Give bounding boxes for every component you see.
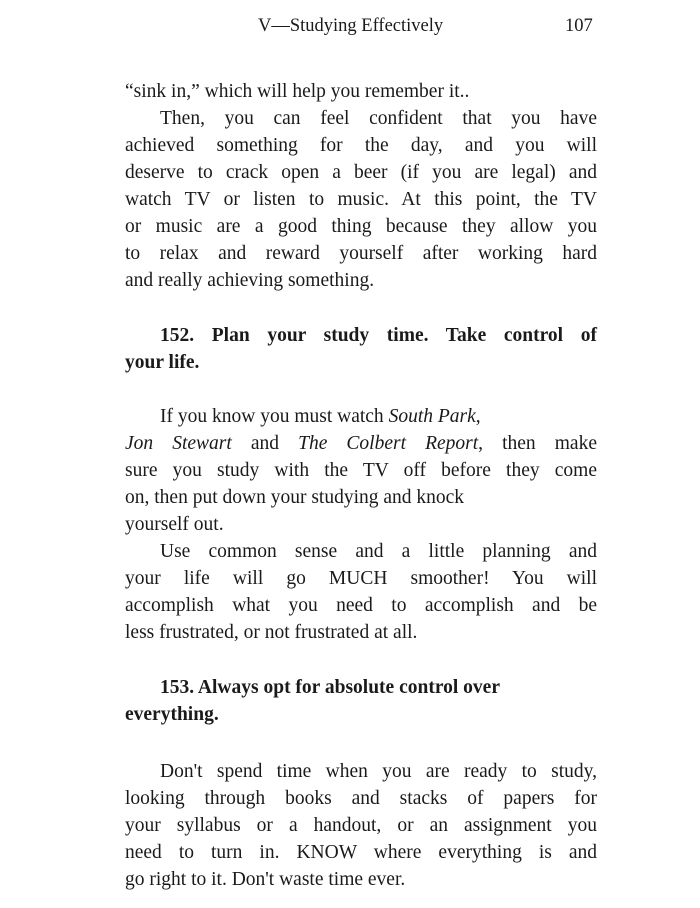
text-segment: on, then put down your studying and knock	[125, 487, 465, 508]
italic-title: South Park	[388, 406, 476, 427]
running-header: V—Studying Effectively	[258, 16, 444, 36]
text-line	[125, 459, 597, 483]
text-line	[125, 215, 597, 239]
text-segment: Don't spend time when you are ready to study,	[160, 761, 597, 782]
text-segment: Use common sense and a little planning and	[160, 541, 597, 562]
text-segment: everything.	[125, 704, 219, 725]
page-number: 107	[565, 16, 593, 36]
text-line	[125, 269, 597, 293]
text-line	[125, 80, 597, 104]
text-segment: ,	[475, 406, 481, 427]
text-line	[125, 188, 597, 212]
text-segment: , then make	[478, 433, 597, 454]
text-segment: “sink in,” which will help you remember it..	[125, 81, 470, 102]
text-segment: your life will go MUCH smoother! You will	[125, 568, 597, 589]
text-segment: achieved something for the day, and you will	[125, 135, 597, 156]
text-line	[125, 486, 597, 510]
text-segment: your syllabus or a handout, or an assignment you	[125, 815, 597, 836]
section-heading-line	[160, 676, 597, 700]
text-line	[125, 134, 597, 158]
text-segment: accomplish what you need to accomplish and be	[125, 595, 597, 616]
text-line	[125, 161, 597, 185]
text-segment: your life.	[125, 352, 200, 373]
text-segment: 153. Always opt for absolute control over	[160, 677, 500, 698]
text-segment: sure you study with the TV off before they come	[125, 460, 597, 481]
text-segment: watch TV or listen to music. At this point, the TV	[125, 189, 597, 210]
text-segment: less frustrated, or not frustrated at all.	[125, 622, 418, 643]
section-heading-line	[125, 351, 597, 375]
text-segment: and really achieving something.	[125, 270, 375, 291]
italic-title: Jon Stewart	[125, 433, 232, 454]
text-segment: deserve to crack open a beer (if you are legal) and	[125, 162, 597, 183]
text-line	[125, 868, 597, 892]
text-line	[125, 594, 597, 618]
text-line	[125, 242, 597, 266]
text-segment: yourself out.	[125, 514, 224, 535]
text-segment: If you know you must watch	[160, 406, 389, 427]
text-line	[160, 760, 597, 784]
text-segment: 152. Plan your study time. Take control of	[160, 325, 597, 346]
text-segment: to relax and reward yourself after working hard	[125, 243, 597, 264]
italic-title: The Colbert Report	[298, 433, 479, 454]
text-line	[125, 841, 597, 865]
text-line	[125, 621, 597, 645]
text-line	[125, 513, 597, 537]
text-segment: Then, you can feel confident that you have	[160, 108, 597, 129]
text-line	[125, 787, 597, 811]
text-segment: go right to it. Don't waste time ever.	[125, 869, 406, 890]
text-line	[125, 814, 597, 838]
text-segment: or music are a good thing because they allow you	[125, 216, 597, 237]
text-line	[125, 432, 597, 456]
text-segment: and	[231, 433, 299, 454]
text-segment: looking through books and stacks of papers for	[125, 788, 597, 809]
text-segment: need to turn in. KNOW where everything is and	[125, 842, 597, 863]
section-heading-line	[160, 324, 597, 348]
text-line	[160, 107, 597, 131]
text-line	[160, 540, 597, 564]
text-line	[160, 405, 597, 429]
text-line	[125, 567, 597, 591]
section-heading-line	[125, 703, 597, 727]
